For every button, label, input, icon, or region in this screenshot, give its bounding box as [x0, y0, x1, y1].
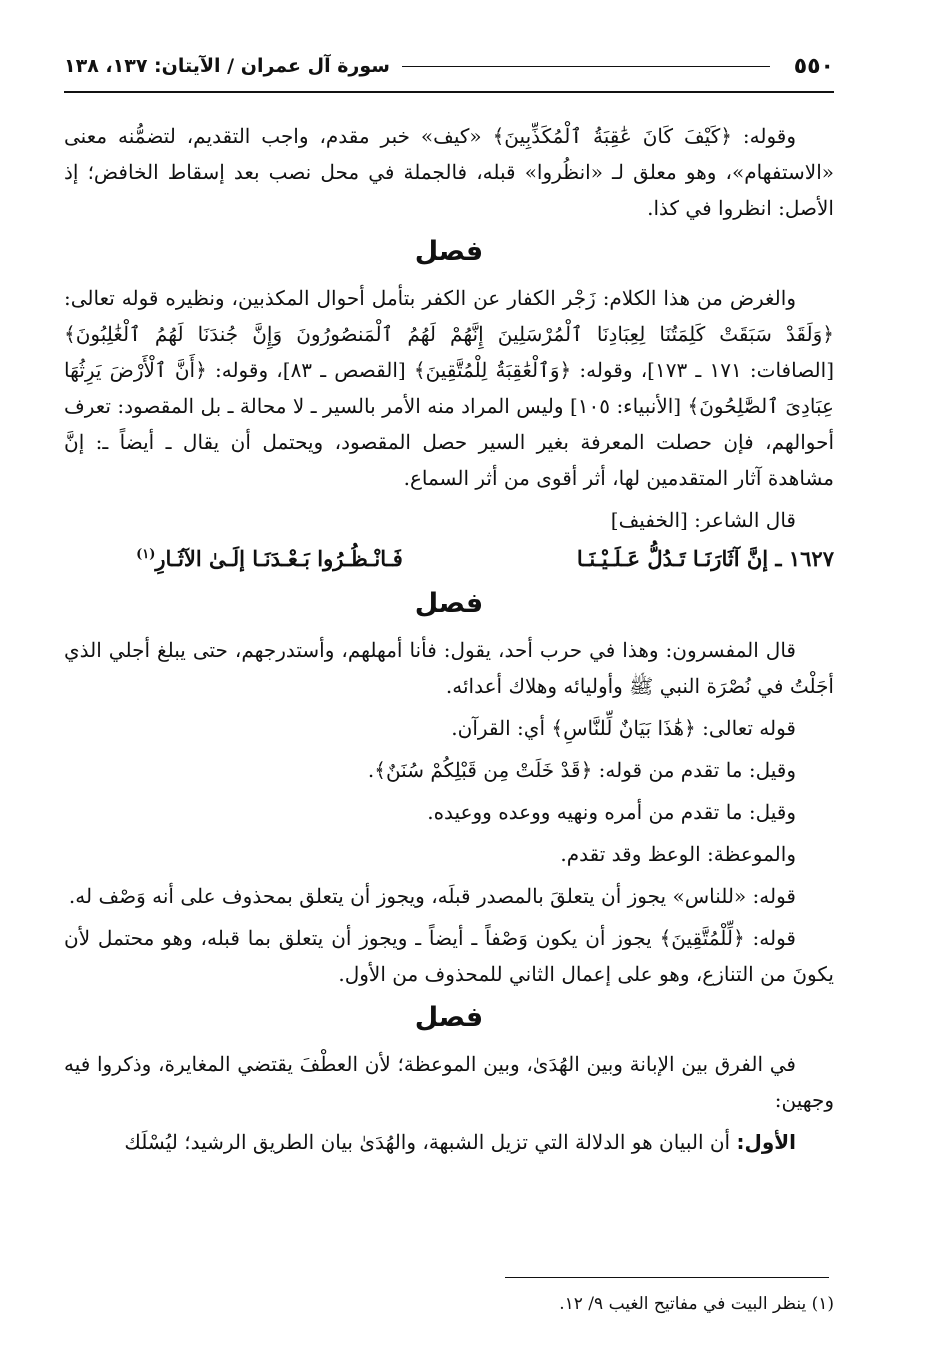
point-label: الأول: [736, 1130, 796, 1154]
footnote-rule [505, 1277, 829, 1278]
page-number: ٥٥٠ [793, 53, 834, 79]
paragraph: قال المفسرون: وهذا في حرب أحد، يقول: فأنا أمهلهم، وأستدرجهم، حتى يبلغ أجلي الذي أجَلْتُ في نُصْرَة النبي ﷺ وأوليائه وهلاك أعدائه. [64, 638, 834, 698]
footnote-ref: (١) [136, 547, 156, 562]
paragraph: وقيل: ما تقدم من أمره ونهيه ووعده ووعيده. [427, 800, 796, 824]
paragraph: وقيل: ما تقدم من قوله: ﴿قَدْ خَلَتْ مِن قَبْلِكُمْ سُنَنٌ﴾. [367, 758, 796, 782]
header-rule [64, 91, 834, 93]
section-heading: فصل [414, 236, 484, 267]
verse-first-hemistich [434, 540, 834, 578]
running-header [64, 48, 834, 84]
verse-number: ١٦٢٧ ـ [775, 546, 834, 571]
paragraph: قوله: ﴿لِّلْمُتَّقِينَ﴾ يجوز أن يكون وَصْفاً ـ أيضاً ـ ويجوز أن يتعلق بما قبله، وهو محتمل لأن يكونَ من التنازع، وهو على إعمال الثاني للمحذوف من الأول. [64, 926, 834, 986]
poetry-verse [64, 540, 834, 578]
point-text: أن البيان هو الدلالة التي تزيل الشبهة، والهُدَىٰ بيان الطريق الرشيد؛ ليُسْلَك [124, 1130, 737, 1154]
page-body [64, 118, 834, 1160]
paragraph: والموعظة: الوعظ وقد تقدم. [560, 842, 796, 866]
paragraph [64, 1124, 834, 1160]
verse-second-hemistich [64, 540, 403, 578]
paragraph: في الفرق بين الإبانة وبين الهُدَىٰ، وبين الموعظة؛ لأن العطْفَ يقتضي المغايرة، وذكروا فيه وجهين: [64, 1052, 834, 1112]
verse-first-text: إنَّ آثَارَنَـا تَـدُلُّ عَـلَـيْـنَـا [576, 546, 769, 571]
footnote: (١) ينظر البيت في مفاتيح الغيب ٩/ ١٢. [559, 1294, 834, 1314]
section-heading: فصل [414, 1002, 484, 1033]
paragraph: قوله: «للناس» يجوز أن يتعلقَ بالمصدر قبلَه، ويجوز أن يتعلق بمحذوف على أنه وَصْف له. [68, 884, 796, 908]
running-title: سورة آل عمران / الآيتان: ١٣٧، ١٣٨ [64, 55, 390, 77]
paragraph: وقوله: ﴿كَيْفَ كَانَ عَٰقِبَةُ ٱلْمُكَذِّبِينَ﴾ «كيف» خبر مقدم، واجب التقديم، لتضمُّنه معنى «الاستفهام»، وهو معلق لـ «انظُروا» قبله، فالجملة في محل نصب بعد إسقاط الخافض؛ إذ الأصل: انظروا في كذا. [64, 124, 834, 220]
paragraph: قوله تعالى: ﴿هَٰذَا بَيَانٌ لِّلنَّاسِ﴾ أي: القرآن. [451, 716, 796, 740]
header-dash-line [402, 65, 770, 67]
verse-second-text: فَـانْـظُـرُوا بَـعْـدَنَـا إلَـىٰ الآثَـارِ [155, 546, 403, 571]
paragraph: والغرض من هذا الكلام: زَجْر الكفار عن الكفر بتأمل أحوال المكذبين، ونظيره قوله تعالى: ﴿وَلَقَدْ سَبَقَتْ كَلِمَتُنَا لِعِبَادِنَا ٱلْمُرْسَلِينَ إِنَّهُمْ لَهُمُ ٱلْمَنصُورُونَ وَإِنَّ جُندَنَا لَهُمُ ٱلْغَٰلِبُونَ﴾ [الصافات: ١٧١ ـ ١٧٣]، وقوله: ﴿وَٱلْعَٰقِبَةُ لِلْمُتَّقِينَ﴾ [القصص ـ ٨٣]، وقوله: ﴿أَنَّ ٱلْأَرْضَ يَرِثُهَا عِبَادِىَ ٱلصَّٰلِحُونَ﴾ [الأنبياء: ١٠٥] وليس المراد منه الأمر بالسير ـ لا محالة ـ بل المقصود: تعرف أحوالهم، فإن حصلت المعرفة بغير السير حصل المقصود، ويحتمل أن يقال ـ أيضاً ـ: إنَّ مشاهدة آثار المتقدمين لها، أثر أقوى من أثر السماع. [64, 286, 835, 490]
section-heading: فصل [414, 588, 484, 619]
poet-intro: قال الشاعر: [الخفيف] [610, 508, 796, 532]
